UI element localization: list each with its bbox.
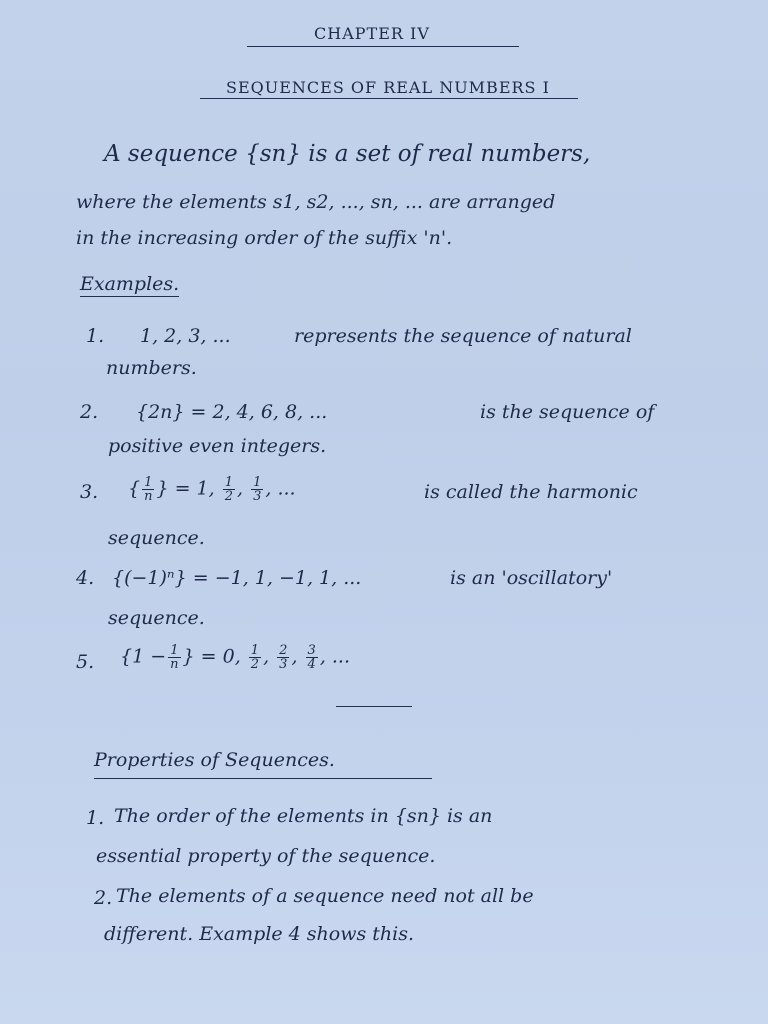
property-1-line-1: The order of the elements in {sn} is an — [114, 805, 493, 827]
example-4-cont: sequence. — [108, 607, 205, 629]
example-3-lhs: { $\frac{1}{n}$ } = 1, $\frac{1}{2}$ , $\frac{1}{3}$ , ... — [128, 475, 296, 504]
example-5-tail: , ... — [319, 645, 351, 668]
example-5-lhs: {1 − $\frac{1}{n}$ } = 0, $\frac{1}{2}$ , $\frac{2}{3}$ , $\frac{3}{4}$ , ... — [120, 643, 351, 672]
title-underline — [200, 98, 578, 99]
property-1-line-2: essential property of the sequence. — [96, 845, 436, 867]
example-3-desc: is called the harmonic — [424, 481, 638, 503]
definition-line-2: where the elements s1, s2, ..., sn, ... are arranged — [76, 191, 556, 213]
section-divider — [336, 706, 412, 707]
example-2-lhs: {2n} = 2, 4, 6, 8, ... — [136, 401, 328, 423]
example-3-tail: , ... — [265, 477, 296, 500]
example-4-lhs: {(−1)ⁿ} = −1, 1, −1, 1, ... — [112, 567, 362, 589]
example-3-number: 3. — [80, 481, 99, 503]
example-3-cont: sequence. — [108, 527, 205, 549]
example-2-cont: positive even integers. — [108, 435, 327, 457]
properties-heading: Properties of Sequences. — [94, 749, 335, 771]
example-5-brace-open: {1 − — [120, 645, 167, 668]
property-2-number: 2. — [94, 887, 113, 909]
chapter-underline — [247, 46, 519, 47]
example-1-lhs: 1, 2, 3, ... — [140, 325, 231, 347]
fraction-3-over-4: $\frac{3}{4}$ — [307, 643, 316, 672]
fraction-1-over-3: $\frac{1}{3}$ — [253, 475, 262, 504]
property-1-number: 1. — [86, 807, 105, 829]
fraction-2-over-3: $\frac{2}{3}$ — [279, 643, 288, 672]
properties-underline — [94, 778, 432, 779]
example-1-desc: represents the sequence of natural — [294, 325, 632, 347]
definition-line-1: A sequence {sn} is a set of real numbers, — [104, 141, 591, 167]
example-4-number: 4. — [76, 567, 95, 589]
examples-heading-text: Examples. — [80, 273, 180, 295]
definition-line-3: in the increasing order of the suffix 'n'. — [76, 227, 453, 249]
property-2-line-1: The elements of a sequence need not all be — [116, 885, 534, 907]
example-5-brace-close: } = 0, — [182, 645, 241, 668]
example-2-desc: is the sequence of — [480, 401, 655, 423]
example-1-cont: numbers. — [106, 357, 197, 379]
fraction-1-over-2: $\frac{1}{2}$ — [224, 475, 234, 504]
chapter-label: CHAPTER IV — [314, 24, 430, 43]
examples-heading — [80, 272, 179, 296]
fraction-1-over-n: $\frac{1}{n}$ — [144, 475, 153, 504]
example-3-brace-close: } = 1, — [156, 477, 215, 500]
example-1-number: 1. — [86, 325, 105, 347]
example-3-brace-open: { — [128, 477, 141, 500]
fraction-1-over-2: $\frac{1}{2}$ — [250, 643, 260, 672]
chapter-title: SEQUENCES OF REAL NUMBERS I — [226, 78, 550, 97]
property-2-line-2: different. Example 4 shows this. — [104, 923, 415, 945]
fraction-1-over-n: $\frac{1}{n}$ — [170, 643, 179, 672]
example-5-number: 5. — [76, 651, 95, 673]
example-4-desc: is an 'oscillatory' — [450, 567, 613, 589]
example-2-number: 2. — [80, 401, 99, 423]
